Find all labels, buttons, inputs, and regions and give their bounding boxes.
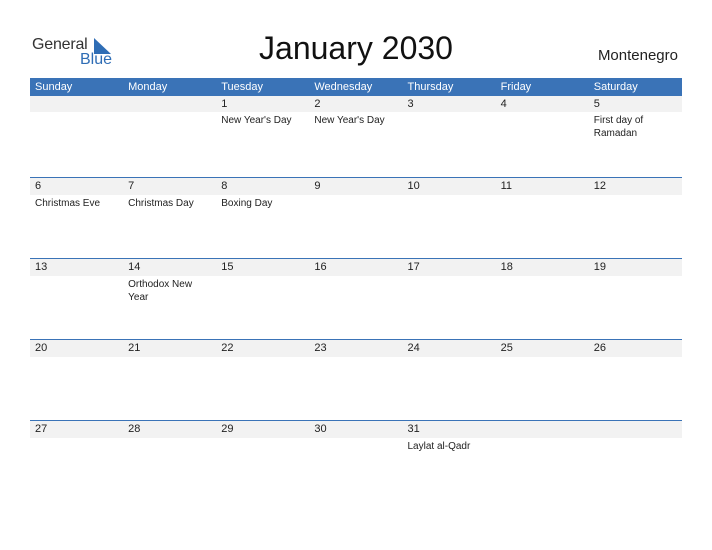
day-number-bar [496, 96, 589, 112]
day-number: 8 [221, 180, 228, 192]
day-number-bar [589, 96, 682, 112]
day-number: 3 [407, 98, 414, 110]
day-number: 24 [407, 342, 420, 354]
day-number: 25 [500, 342, 513, 354]
weekday-sunday: Sunday [35, 81, 73, 93]
day-cell [123, 340, 216, 420]
day-number-bar [30, 96, 123, 112]
day-number-bar [309, 96, 402, 112]
day-cell [309, 340, 402, 420]
weekday-thursday: Thursday [407, 81, 454, 93]
day-number-bar [123, 178, 216, 195]
day-cell [589, 178, 682, 258]
day-cell [403, 340, 496, 420]
day-number: 11 [500, 180, 513, 192]
day-cell [589, 259, 682, 339]
day-cell [403, 259, 496, 339]
weekday-tuesday: Tuesday [221, 81, 264, 93]
day-number: 21 [128, 342, 141, 354]
day-cell [30, 259, 123, 339]
week-row [30, 339, 682, 420]
day-cell [30, 178, 123, 258]
day-cell [216, 259, 309, 339]
day-number: 30 [314, 423, 327, 435]
weekday-monday: Monday [128, 81, 168, 93]
day-cell [589, 96, 682, 176]
weekday-saturday: Saturday [593, 81, 638, 93]
day-number: 18 [500, 261, 513, 273]
day-cell [216, 421, 309, 501]
day-cell [123, 421, 216, 501]
weekday-friday: Friday [500, 81, 532, 93]
day-number: 5 [593, 98, 600, 110]
day-number: 4 [500, 98, 507, 110]
day-cell [309, 421, 402, 501]
day-cell [309, 178, 402, 258]
day-cell [496, 178, 589, 258]
day-number: 19 [593, 261, 606, 273]
weekday-header [30, 78, 682, 96]
day-number: 20 [35, 342, 48, 354]
day-number: 22 [221, 342, 234, 354]
day-number-bar [216, 178, 309, 195]
day-cell [589, 340, 682, 420]
day-number: 29 [221, 423, 234, 435]
day-number: 15 [221, 261, 234, 273]
day-cell [496, 96, 589, 176]
day-cell [496, 340, 589, 420]
day-cell [216, 340, 309, 420]
holiday-label: First day of Ramadan [593, 115, 644, 139]
day-cell [123, 178, 216, 258]
holiday-label: Boxing Day [221, 198, 273, 209]
logo-general-text: General [32, 36, 88, 53]
day-number: 28 [128, 423, 141, 435]
day-cell [216, 96, 309, 176]
day-number: 16 [314, 261, 327, 273]
day-cell [496, 259, 589, 339]
day-cell [123, 96, 216, 176]
day-cell [30, 96, 123, 176]
day-cell [403, 178, 496, 258]
week-row [30, 420, 682, 501]
day-number-bar [589, 421, 682, 438]
day-number: 23 [314, 342, 327, 354]
holiday-label: Christmas Day [128, 198, 194, 209]
day-number-bar [123, 96, 216, 112]
day-number: 7 [128, 180, 135, 192]
holiday-label: New Year's Day [314, 115, 385, 126]
day-cell [589, 421, 682, 501]
day-number: 10 [407, 180, 420, 192]
day-cell [403, 96, 496, 176]
day-number: 2 [314, 98, 321, 110]
day-cell [30, 340, 123, 420]
day-number: 14 [128, 261, 141, 273]
week-row [30, 96, 682, 176]
day-cell [496, 421, 589, 501]
country-label: Montenegro [597, 47, 678, 64]
weekday-wednesday: Wednesday [314, 81, 373, 93]
calendar-title: January 2030 [259, 30, 453, 66]
day-number-bar [496, 421, 589, 438]
day-number-bar [216, 96, 309, 112]
day-number: 1 [221, 98, 228, 110]
holiday-label: Orthodox New Year [128, 279, 193, 303]
day-number-bar [30, 178, 123, 195]
day-cell [403, 421, 496, 501]
logo-blue-text: Blue [80, 51, 113, 68]
holiday-label: New Year's Day [221, 115, 292, 126]
day-number: 12 [593, 180, 606, 192]
day-number: 31 [407, 423, 420, 435]
day-number-bar [309, 178, 402, 195]
day-cell [123, 259, 216, 339]
week-row [30, 177, 682, 258]
day-cell [30, 421, 123, 501]
day-number-bar [403, 96, 496, 112]
holiday-label: Laylat al-Qadr [407, 441, 471, 452]
holiday-label: Christmas Eve [35, 198, 101, 209]
day-cell [309, 259, 402, 339]
day-cell [309, 96, 402, 176]
day-number: 27 [35, 423, 48, 435]
week-row [30, 258, 682, 339]
day-cell [216, 178, 309, 258]
day-number: 13 [35, 261, 48, 273]
day-number: 6 [35, 180, 42, 192]
day-number: 17 [407, 261, 420, 273]
day-number: 9 [314, 180, 321, 192]
day-number: 26 [593, 342, 606, 354]
